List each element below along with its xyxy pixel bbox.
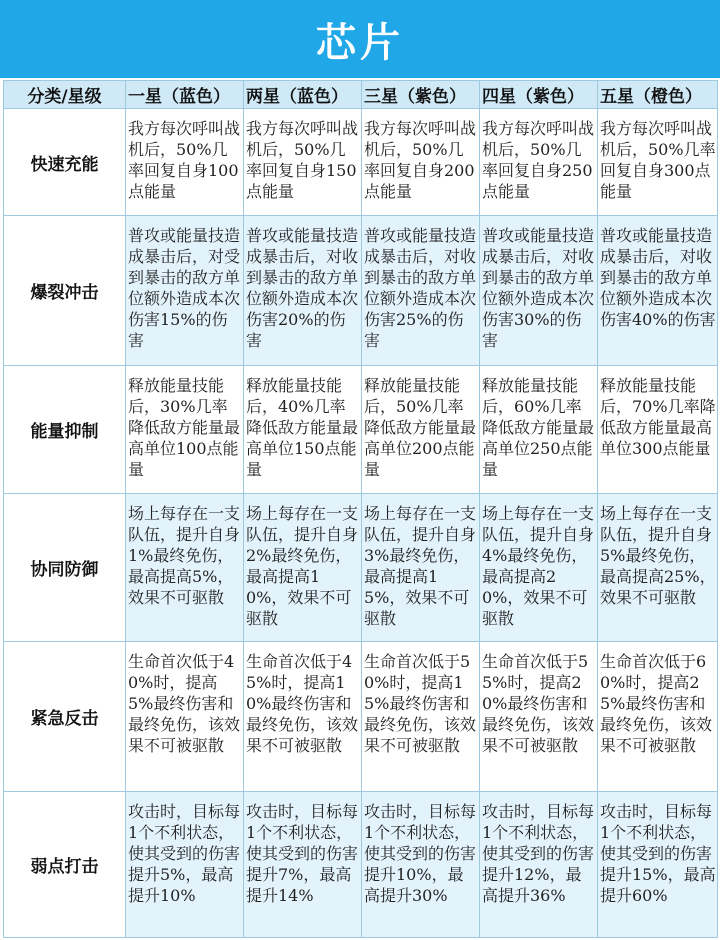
table-cell: 场上每存在一支队伍，提升自身3%最终免伤，最高提高15%，效果不可驱散 (362, 494, 480, 642)
row-category: 协同防御 (4, 494, 126, 642)
table-cell: 释放能量技能后，50%几率降低敌方能量最高单位200点能量 (362, 366, 480, 494)
header-star-5: 五星（橙色） (598, 81, 718, 109)
table-cell: 攻击时，目标每1个不利状态，使其受到的伤害提升5%，最高提升10% (126, 792, 244, 938)
table-cell: 我方每次呼叫战机后，50%几率回复自身200点能量 (362, 109, 480, 216)
table-cell: 攻击时，目标每1个不利状态，使其受到的伤害提升10%，最高提升30% (362, 792, 480, 938)
table-cell: 我方每次呼叫战机后，50%几率回复自身100点能量 (126, 109, 244, 216)
table-cell: 攻击时，目标每1个不利状态，使其受到的伤害提升15%，最高提升60% (598, 792, 718, 938)
chip-table (3, 80, 718, 938)
table-cell: 生命首次低于40%时，提高5%最终伤害和最终免伤，该效果不可被驱散 (126, 642, 244, 792)
header-star-4: 四星（紫色） (480, 81, 598, 109)
title-bar (0, 0, 720, 78)
table-cell: 普攻或能量技造成暴击后，对收到暴击的敌方单位额外造成本次伤害20%的伤害 (244, 216, 362, 366)
table-cell: 生命首次低于50%时，提高15%最终伤害和最终免伤，该效果不可被驱散 (362, 642, 480, 792)
table-cell: 普攻或能量技造成暴击后，对收到暴击的敌方单位额外造成本次伤害30%的伤害 (480, 216, 598, 366)
table-cell: 释放能量技能后，60%几率降低敌方能量最高单位250点能量 (480, 366, 598, 494)
table-cell: 我方每次呼叫战机后，50%几率回复自身250点能量 (480, 109, 598, 216)
table-cell: 普攻或能量技造成暴击后，对收到暴击的敌方单位额外造成本次伤害25%的伤害 (362, 216, 480, 366)
table-cell: 生命首次低于45%时，提高10%最终伤害和最终免伤，该效果不可被驱散 (244, 642, 362, 792)
header-star-3: 三星（紫色） (362, 81, 480, 109)
table-cell: 场上每存在一支队伍，提升自身4%最终免伤，最高提高20%，效果不可驱散 (480, 494, 598, 642)
table-cell: 场上每存在一支队伍，提升自身2%最终免伤，最高提高10%，效果不可驱散 (244, 494, 362, 642)
header-star-1: 一星（蓝色） (126, 81, 244, 109)
row-category: 弱点打击 (4, 792, 126, 938)
table-row (4, 109, 718, 216)
table-cell: 释放能量技能后，30%几率降低敌方能量最高单位100点能量 (126, 366, 244, 494)
table-cell: 生命首次低于55%时，提高20%最终伤害和最终免伤，该效果不可被驱散 (480, 642, 598, 792)
table-row (4, 642, 718, 792)
row-category: 爆裂冲击 (4, 216, 126, 366)
row-category: 快速充能 (4, 109, 126, 216)
table-cell: 释放能量技能后，70%几率降低敌方能量最高单位300点能量 (598, 366, 718, 494)
table-cell: 释放能量技能后，40%几率降低敌方能量最高单位150点能量 (244, 366, 362, 494)
row-category: 能量抑制 (4, 366, 126, 494)
row-category: 紧急反击 (4, 642, 126, 792)
page-title: 芯片 (316, 19, 404, 66)
table-row (4, 366, 718, 494)
table-cell: 生命首次低于60%时，提高25%最终伤害和最终免伤，该效果不可被驱散 (598, 642, 718, 792)
table-cell: 我方每次呼叫战机后，50%几率回复自身300点能量 (598, 109, 718, 216)
table-cell: 攻击时，目标每1个不利状态，使其受到的伤害提升7%，最高提升14% (244, 792, 362, 938)
table-cell: 场上每存在一支队伍，提升自身5%最终免伤，最高提高25%，效果不可驱散 (598, 494, 718, 642)
table-cell: 场上每存在一支队伍，提升自身1%最终免伤，最高提高5%，效果不可驱散 (126, 494, 244, 642)
table-cell: 普攻或能量技造成暴击后，对受到暴击的敌方单位额外造成本次伤害15%的伤害 (126, 216, 244, 366)
header-row (4, 81, 718, 109)
table-cell: 我方每次呼叫战机后，50%几率回复自身150点能量 (244, 109, 362, 216)
header-star-2: 两星（蓝色） (244, 81, 362, 109)
table-row (4, 792, 718, 938)
table-row (4, 216, 718, 366)
table-row (4, 494, 718, 642)
header-category: 分类/星级 (4, 81, 126, 109)
table-cell: 攻击时，目标每1个不利状态，使其受到的伤害提升12%，最高提升36% (480, 792, 598, 938)
table-cell: 普攻或能量技造成暴击后，对收到暴击的敌方单位额外造成本次伤害40%的伤害 (598, 216, 718, 366)
